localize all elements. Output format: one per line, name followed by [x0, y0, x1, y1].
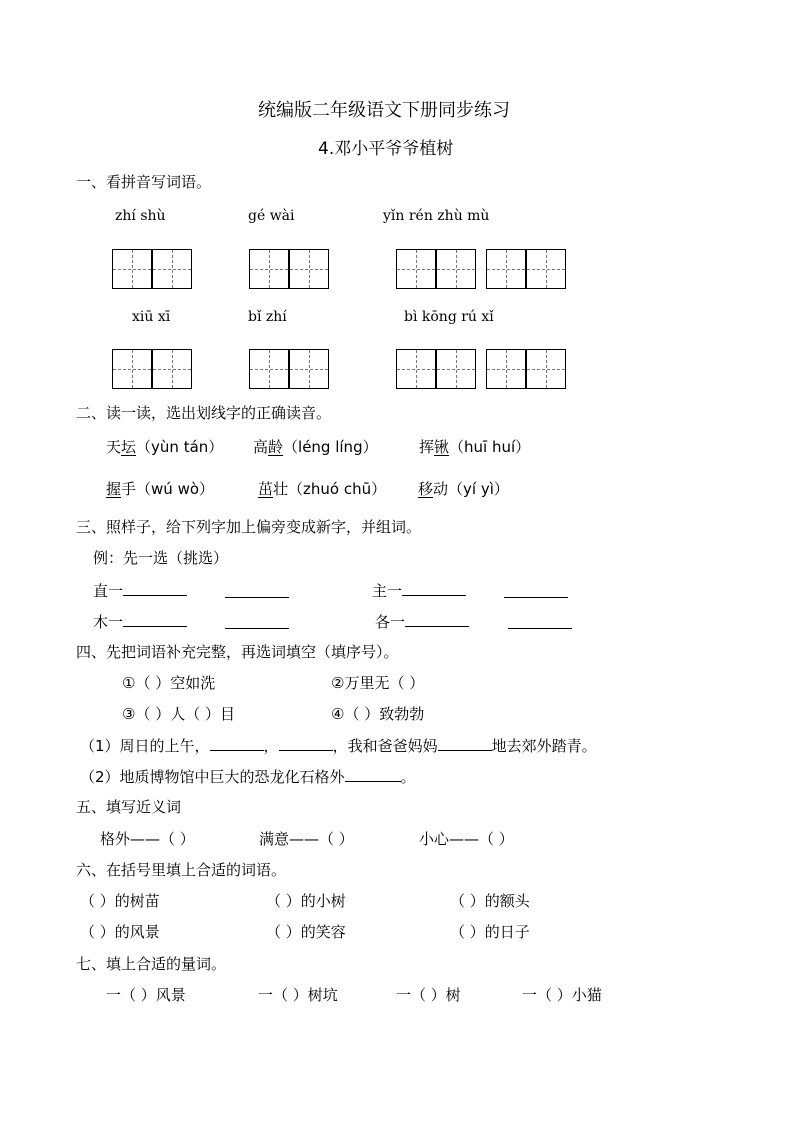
writing-box[interactable]: [396, 249, 436, 289]
fill-sentence-1: （1）周日的上午， ， ，我和爸爸妈妈 地去郊外踏青。: [80, 737, 597, 755]
writing-box[interactable]: [436, 349, 476, 389]
writing-box[interactable]: [112, 349, 152, 389]
measure-word-item: 一（ ）树: [396, 986, 461, 1004]
writing-box[interactable]: [249, 349, 289, 389]
pronunciation-item: 天坛（yùn tán）: [106, 438, 224, 456]
answer-blank[interactable]: [123, 612, 187, 627]
char-item: 直一: [93, 581, 187, 600]
writing-box[interactable]: [486, 249, 526, 289]
phrase-item: （ ）的额头: [450, 892, 530, 910]
phrase-item: （ ）的笑容: [266, 923, 346, 941]
pinyin-3: yǐn rén zhù mù: [383, 208, 490, 224]
pronunciation-item: 茁壮（zhuó chū）: [258, 480, 387, 498]
phrase-item: （ ）的日子: [450, 923, 530, 941]
writing-box[interactable]: [526, 249, 566, 289]
pinyin-2: gé wài: [248, 208, 295, 224]
pronunciation-item: 移动（yí yì）: [418, 480, 509, 498]
answer-blank[interactable]: [225, 583, 289, 598]
phrase-item: （ ）的风景: [80, 923, 160, 941]
pronunciation-item: 挥锹（huī huí）: [419, 438, 531, 456]
measure-word-item: 一（ ）树坑: [258, 986, 338, 1004]
example-line: 例：先一选（挑选）: [93, 549, 229, 567]
answer-blank[interactable]: [504, 583, 568, 598]
section5-heading: 五、填写近义词: [76, 798, 182, 816]
idiom-item: ④（ ）致勃勃: [331, 705, 425, 723]
lesson-title: 4.邓小平爷爷植树: [318, 139, 454, 159]
char-item: 木一: [93, 612, 187, 631]
synonym-item: 格外——（ ）: [100, 830, 195, 848]
idiom-item: ①（ ）空如洗: [122, 674, 216, 692]
writing-box[interactable]: [396, 349, 436, 389]
pronunciation-item: 高龄（léng líng）: [253, 438, 378, 456]
answer-blank[interactable]: [345, 767, 401, 782]
section4-heading: 四、先把词语补充完整，再选词填空（填序号）。: [76, 643, 399, 661]
section1-heading: 一、看拼音写词语。: [76, 173, 212, 191]
writing-box[interactable]: [289, 249, 329, 289]
writing-box[interactable]: [152, 349, 192, 389]
writing-box[interactable]: [249, 249, 289, 289]
answer-blank[interactable]: [225, 614, 289, 629]
writing-box[interactable]: [152, 249, 192, 289]
idiom-item: ③（ ）人（ ）目: [122, 705, 235, 723]
answer-blank[interactable]: [438, 736, 492, 751]
char-item: 主一: [372, 581, 466, 600]
pronunciation-item: 握手（wú wò）: [106, 480, 215, 498]
fill-sentence-2: （2）地质博物馆中巨大的恐龙化石格外 。: [80, 768, 416, 786]
pinyin-4: xiū xī: [132, 309, 171, 325]
answer-blank[interactable]: [123, 581, 187, 596]
writing-box[interactable]: [486, 349, 526, 389]
measure-word-item: 一（ ）小猫: [522, 986, 602, 1004]
writing-box[interactable]: [112, 249, 152, 289]
pinyin-1: zhí shù: [115, 208, 166, 224]
pinyin-6: bì kōng rú xǐ: [404, 309, 494, 325]
writing-box[interactable]: [436, 249, 476, 289]
synonym-item: 小心——（ ）: [419, 830, 514, 848]
section3-heading: 三、照样子，给下列字加上偏旁变成新字，并组词。: [76, 518, 422, 536]
pinyin-5: bǐ zhí: [248, 309, 287, 325]
char-item: 各一: [375, 612, 469, 631]
answer-blank[interactable]: [210, 736, 264, 751]
answer-blank[interactable]: [402, 581, 466, 596]
section2-heading: 二、读一读，选出划线字的正确读音。: [76, 404, 332, 422]
answer-blank[interactable]: [405, 612, 469, 627]
phrase-item: （ ）的树苗: [80, 892, 160, 910]
answer-blank[interactable]: [508, 614, 572, 629]
section6-heading: 六、在括号里填上合适的词语。: [76, 861, 287, 879]
synonym-item: 满意——（ ）: [259, 830, 354, 848]
answer-blank[interactable]: [279, 736, 333, 751]
page-title: 统编版二年级语文下册同步练习: [258, 100, 510, 121]
measure-word-item: 一（ ）风景: [106, 986, 186, 1004]
writing-box[interactable]: [526, 349, 566, 389]
writing-box[interactable]: [289, 349, 329, 389]
phrase-item: （ ）的小树: [266, 892, 346, 910]
idiom-item: ②万里无（ ）: [331, 674, 425, 692]
section7-heading: 七、填上合适的量词。: [76, 955, 227, 973]
